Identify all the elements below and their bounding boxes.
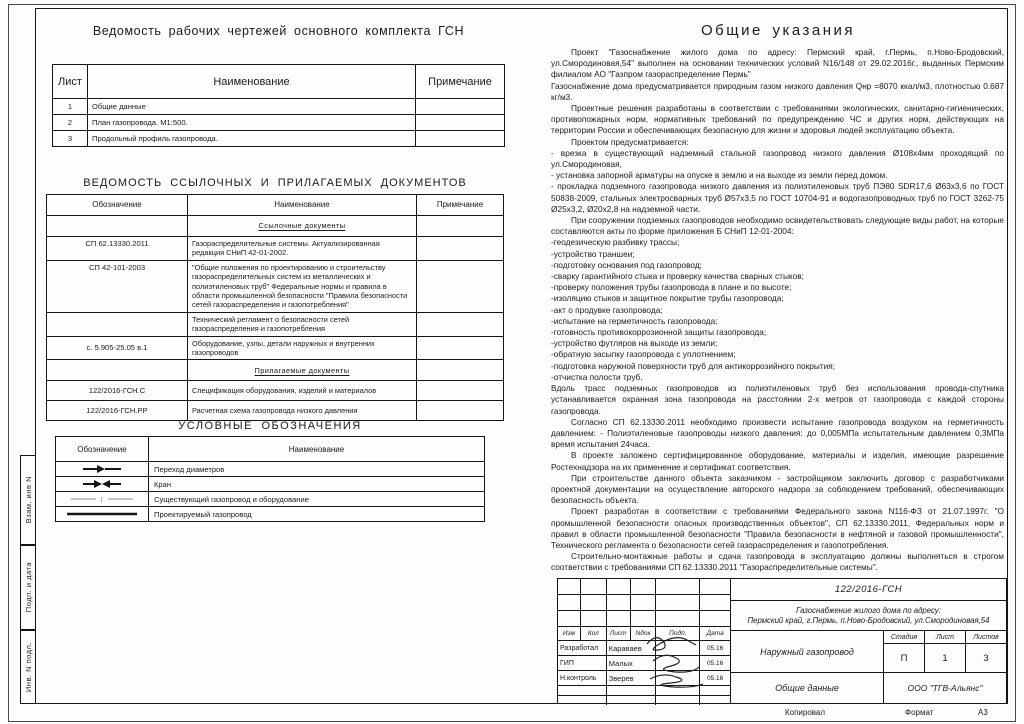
document-designation xyxy=(47,216,188,236)
documents-register-table xyxy=(46,194,504,421)
role-label: Разработал xyxy=(558,641,607,655)
table-row xyxy=(56,461,484,476)
col-header-name: Наименование xyxy=(288,444,345,454)
notes-line: -устройство футляров на выходе из земли; xyxy=(551,338,718,349)
notes-line: -готовность противокоррозионной защиты газопровода; xyxy=(551,327,767,338)
notes-line: Проектные решения разработаны в соответствии с требованиями экологических, санитарно-гигиенических, противопожарных норм, нормативных требований по предупреждению ЧС и других норм, действующих на территории России и обеспечивающих безопасную для жизни и здоровья людей эксплуатацию объекта. xyxy=(551,103,1004,136)
strip-label: Инв. N подл. xyxy=(23,641,33,693)
drawing-title: Общие данные xyxy=(88,99,416,114)
table-row xyxy=(53,114,504,130)
notes-line: Согласно СП 62.13330.2011 необходимо произвести испытание газопровода воздухом на герметичность давлением: - Полиэтиленовые газопроводы низкого давления: до 0,005МПа испытательным давлением 0,3МПа время испытания 24часа. xyxy=(551,416,1004,450)
date-cell: 05.16 xyxy=(706,644,724,652)
document-name-text: Прилагаемые документы xyxy=(254,365,350,375)
stage-value: П xyxy=(884,644,925,672)
notes-line: Газоснабжение дома предусматривается природным газом низкого давления Qнр =8070 ккал/м3, плотностью 0.687 кг/м3. xyxy=(551,80,1004,102)
notes-line: -изоляцию стыков и защитное покрытие трубы газопровода; xyxy=(551,293,784,304)
notes-line: -испытание на герметичность газопровода; xyxy=(551,315,718,326)
notes-line: - прокладка подземного газопровода низкого давления из полиэтиленовых труб ПЭ80 SDR17,6 Ø63х3,6 по ГОСТ 50838-2009, стальных электросварных труб Ø57х3,5 по ГОСТ 10704-91 и водогазопроводных труб по ГОСТ 3262-75 Ø25х3,2, Ø20х2,8 на надземной части. xyxy=(551,181,1004,214)
col-header-note: Примечание xyxy=(436,200,484,210)
notes-line: -сварку гарантийного стыка и проверку качества сварных стыков; xyxy=(551,271,804,282)
table-row xyxy=(47,236,503,260)
document-name xyxy=(188,261,417,312)
sheets-value: 3 xyxy=(983,652,989,664)
company-name: ООО "ТГВ-Альянс" xyxy=(907,683,983,693)
role-label: Н.контроль xyxy=(558,671,607,685)
sheet-label: Лист xyxy=(925,631,966,643)
table-header xyxy=(47,195,503,215)
document-number: 122/2016-ГСН xyxy=(731,579,1006,601)
legend-item-label: Существующий газопровод и оборудование xyxy=(154,494,309,504)
sheet-value: 1 xyxy=(925,644,966,672)
table-row xyxy=(47,400,503,420)
document-designation: СП 42-101-2003 xyxy=(47,261,188,312)
note-cell xyxy=(416,99,504,114)
document-name-text: Оборудование, узлы, детали наружных и внутренних газопроводов xyxy=(192,338,375,358)
drawing-name: Наружный газопровод xyxy=(731,631,883,673)
notes-line: Проект разработан в соответствии с требованиями Федерального закона N116-ФЗ от 21.07.1997г. "О промышленной безопасности опасных производственных объектов", СП 62.13330.2011, Федеральных норм и правил в области промышленной безопасности "Правила безопасности в нефтяной и газовой промышленности", Технического регламента о безопасности сетей газораспределения и газопотребления. xyxy=(551,506,1004,550)
valve-symbol-icon xyxy=(56,477,149,491)
general-notes-title: Общие указания xyxy=(700,22,856,39)
project-name xyxy=(731,601,1006,631)
revision-row-empty xyxy=(558,579,730,595)
note-cell xyxy=(417,401,503,420)
drawing-title: Продольный профиль газопровода. xyxy=(88,131,416,146)
col-header-name: Наименование xyxy=(188,195,417,215)
date-cell: 05.16 xyxy=(706,674,724,682)
document-designation: 122/2016-ГСН.С xyxy=(47,381,188,400)
document-name-text: Расчетная схема газопровода низкого давления xyxy=(192,406,358,416)
col-data: Дата xyxy=(706,630,724,637)
documents-register-title: ВЕДОМОСТЬ ССЫЛОЧНЫХ И ПРИЛАГАЕМЫХ ДОКУМЕНТОВ xyxy=(83,177,467,189)
stage-values-row xyxy=(884,644,1006,673)
document-designation xyxy=(47,360,188,380)
existing-pipeline-symbol-icon xyxy=(56,492,149,506)
person-name: Малых xyxy=(607,656,657,670)
table-row xyxy=(47,359,503,380)
drawings-register-table xyxy=(52,64,505,147)
sheets-label: Листов xyxy=(973,633,999,641)
document-name xyxy=(188,237,417,260)
table-header xyxy=(56,437,484,461)
notes-line: Проектом предусматривается: xyxy=(571,136,689,147)
notes-line: В проекте заложено сертифицированное оборудование, материалы и изделия, имеющие разрешение Ростехнадзора на их применение и сертификат соответствия. xyxy=(551,450,1004,472)
person-name: Караваев xyxy=(607,641,657,655)
title-block xyxy=(557,578,1007,704)
note-cell xyxy=(417,216,503,236)
document-designation xyxy=(47,313,188,336)
stage-label: Стадия xyxy=(884,631,925,643)
document-name-text: Спецификация оборудования, изделий и материалов xyxy=(192,386,377,396)
document-name xyxy=(188,360,417,380)
sheet-name: Общие данные xyxy=(775,683,839,693)
document-name xyxy=(188,313,417,336)
notes-line: - установка запорной арматуры на опуске в землю и на выходе из земли перед домом. xyxy=(551,170,888,181)
designed-pipeline-symbol-icon xyxy=(56,507,149,521)
table-row xyxy=(53,130,504,146)
note-cell xyxy=(417,313,503,336)
document-designation: с. 5.905-25.05 в.1 xyxy=(47,337,188,360)
role-label: ГИП xyxy=(558,656,607,670)
note-cell xyxy=(416,131,504,146)
col-header-sheet: Лист xyxy=(53,65,88,98)
legend-item-label: Кран xyxy=(154,479,172,489)
document-name xyxy=(188,216,417,236)
table-row xyxy=(53,98,504,114)
title-block-right xyxy=(731,579,1006,703)
note-cell xyxy=(417,360,503,380)
table-row xyxy=(47,260,503,312)
document-name xyxy=(188,401,417,420)
document-designation: СП 62.13330.2011 xyxy=(47,237,188,260)
notes-line: -отчистка полости труб. xyxy=(551,371,643,382)
format-label: Формат xyxy=(905,708,934,717)
col-header-symbol: Обозначение xyxy=(56,437,149,461)
svg-text:г: г xyxy=(100,495,104,504)
notes-line: Строительно-монтажные работы и сдача газопровода в эксплуатацию должны выполняться в строгом соответствии с требованиями СП 62.13330.2011 "Газораспределительные системы". xyxy=(551,551,1004,573)
notes-line: При строительстве данного объекта заказчиком - застройщиком заключить договор с разработчиками проектной документации на осуществление авторского надзора за соблюдением требований, обеспечивающих безопасность объекта. xyxy=(551,472,1004,506)
title-block-bottom xyxy=(731,631,1006,703)
table-row xyxy=(56,491,484,506)
project-name-line1: Газоснабжение жилого дома по адресу: xyxy=(796,605,941,615)
strip-label: Взам. инв N xyxy=(23,476,33,524)
table-row xyxy=(56,476,484,491)
col-header-note: Примечание xyxy=(428,75,492,88)
strip-box-podp xyxy=(20,545,36,630)
notes-line: Вдоль трасс подземных газопроводов из полиэтиленовых труб без использования провода-спутника устанавливается охранная зона газопровода на расстоянии 2-х метров от газопровода с каждой стороны газопровода. xyxy=(551,383,1004,416)
sheet-number: 3 xyxy=(53,131,88,146)
notes-line: -геодезическую разбивку трассы; xyxy=(551,237,680,248)
general-notes-text xyxy=(551,47,1004,574)
table-row xyxy=(47,380,503,400)
strip-box-inv xyxy=(20,630,36,704)
drawing-title: План газопровода. М1:500. xyxy=(88,115,416,130)
note-cell xyxy=(417,237,503,260)
revision-row-empty xyxy=(558,611,730,627)
diameter-transition-symbol-icon xyxy=(56,462,149,476)
signatures-icon xyxy=(641,630,715,692)
revision-row-empty xyxy=(558,595,730,611)
table-row xyxy=(47,336,503,360)
document-name-text: Газораспределительные системы. Актуализированная редакция СНиП 42-01-2002. xyxy=(192,239,380,258)
notes-line: -устройство траншеи; xyxy=(551,248,635,259)
note-cell xyxy=(417,337,503,360)
notes-line: При сооружении подземных газопроводов необходимо освидетельствовать следующие виды работ, на которые составляются акты по форме приложения Б СНиП 12-01-2004: xyxy=(551,215,1004,237)
notes-line: -проверку положения трубы газопровода в плане и по высоте; xyxy=(551,282,792,293)
col-kol: Кол xyxy=(581,627,607,640)
format-value: А3 xyxy=(978,708,988,717)
document-name-text: Технический регламент о безопасности сетей газораспределения и газопотребления xyxy=(192,314,350,334)
sheet-number: 2 xyxy=(53,115,88,130)
notes-line: - врезка в существующий надземный стальной газопровод низкого давления Ø108х4мм проходящий по ул.Смородиновая, xyxy=(551,147,1004,170)
project-name-line2: Пермский край, г.Пермь, п.Ново-Бродовский, ул.Смородиновая,54 xyxy=(747,615,990,625)
table-row xyxy=(56,506,484,521)
col-header-name: Наименование xyxy=(88,65,416,98)
notes-line: -подготовка наружной поверхности труб для антикоррозийного покрытия; xyxy=(551,360,836,371)
signature-row-empty xyxy=(558,696,730,705)
notes-line: -акт о продувке газопровода; xyxy=(551,304,663,315)
sheet-number: 1 xyxy=(53,99,88,114)
legend-title: УСЛОВНЫЕ ОБОЗНАЧЕНИЯ xyxy=(178,420,362,432)
col-list: Лист xyxy=(607,627,631,640)
note-cell xyxy=(417,261,503,312)
note-cell xyxy=(416,115,504,130)
stage-header-row xyxy=(884,631,1006,644)
document-name xyxy=(188,337,417,360)
document-designation: 122/2016-ГСН.РР xyxy=(47,401,188,420)
person-name: Зверев xyxy=(607,671,657,685)
table-row xyxy=(47,312,503,336)
col-podp: Подп. xyxy=(656,627,700,640)
strip-label: Подп. и дата xyxy=(23,562,33,613)
legend-item-label: Переход диаметров xyxy=(154,464,225,474)
notes-line: -подготовку основания под газопровод; xyxy=(551,259,702,270)
strip-box-vzam xyxy=(20,455,36,545)
document-name-text: "Общие положения по проектированию и строительству газораспределительных систем из металлических и полиэтиленовых труб" Федеральные нормы и правила в области промышленной безопасности "Правила безопасности сетей газораспределения и газопотребления" xyxy=(192,262,408,310)
document-name xyxy=(188,381,417,400)
note-cell xyxy=(417,381,503,400)
document-name-text: Ссылочные документы xyxy=(258,221,346,231)
date-cell: 05.16 xyxy=(706,659,724,667)
table-header xyxy=(53,65,504,98)
notes-line: Проект "Газоснабжение жилого дома по адресу: Пермский край, г.Пермь, п.Ново-Бродовский, ул.Смородиновая,54" выполнен на основании технических условий N16/148 от 29.02.2016г., выданных Пермским филиалом АО "Газпром газораспределение Пермь" xyxy=(551,47,1004,80)
col-header-designation: Обозначение xyxy=(47,195,188,215)
drawings-register-title: Ведомость рабочих чертежей основного комплекта ГСН xyxy=(92,24,465,38)
notes-line: -обратную засыпку газопровода с уплотнением; xyxy=(551,349,736,360)
legend-item-label: Проектируемый газопровод xyxy=(154,509,252,519)
legend-table xyxy=(55,436,485,522)
copied-by-label: Копировал xyxy=(784,708,826,717)
table-row xyxy=(47,215,503,236)
col-izm: Изм xyxy=(558,627,581,640)
col-ndok: Nдок xyxy=(631,627,657,640)
